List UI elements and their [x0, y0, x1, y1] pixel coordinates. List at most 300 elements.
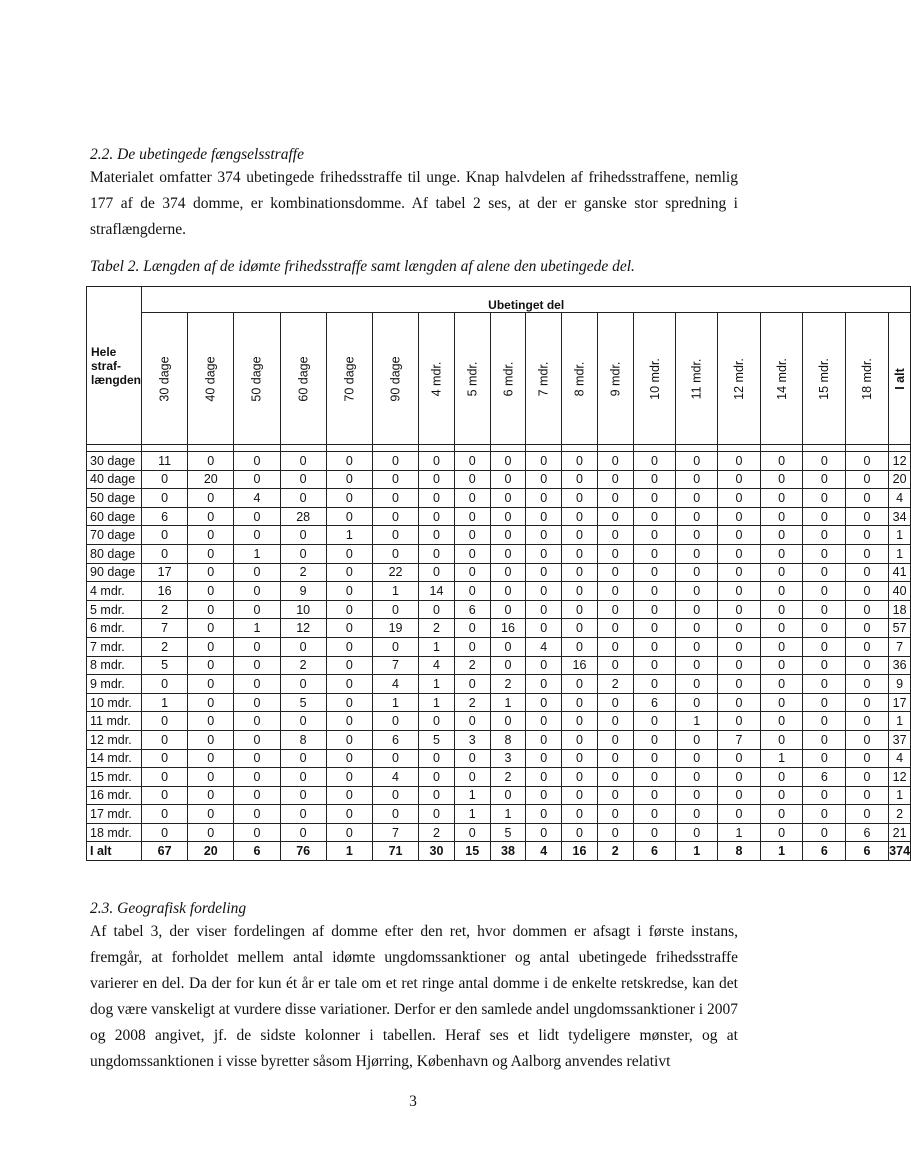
table-cell: 41 — [888, 563, 911, 582]
row-label: 8 mdr. — [87, 656, 142, 675]
table-cell: 0 — [597, 526, 633, 545]
table-cell: 20 — [888, 470, 911, 489]
table-cell: 0 — [562, 507, 598, 526]
table-cell: 0 — [597, 786, 633, 805]
table-cell: 0 — [676, 489, 718, 508]
table-cell: 12 — [280, 619, 326, 638]
table-cell: 0 — [676, 582, 718, 601]
table-cell: 0 — [846, 786, 889, 805]
table-row — [87, 805, 911, 824]
table-cell: 0 — [188, 563, 234, 582]
table-cell: 0 — [803, 619, 846, 638]
table-cell: 0 — [188, 730, 234, 749]
table-cell: 0 — [633, 637, 676, 656]
table-cell: 6 — [846, 842, 889, 861]
table-cell: 0 — [718, 582, 761, 601]
table-cell: 0 — [718, 600, 761, 619]
table-cell: 67 — [142, 842, 188, 861]
table-cell: 0 — [633, 619, 676, 638]
table-cell: 0 — [454, 544, 490, 563]
row-label: 17 mdr. — [87, 805, 142, 824]
table-cell: 6 — [803, 768, 846, 787]
table-cell: 0 — [454, 582, 490, 601]
table-cell: 0 — [597, 656, 633, 675]
table-cell: 7 — [718, 730, 761, 749]
table-cell: 2 — [142, 600, 188, 619]
table-cell: 0 — [372, 786, 418, 805]
table-cell: 0 — [760, 730, 803, 749]
table-cell: 0 — [526, 619, 562, 638]
table-cell: 0 — [142, 749, 188, 768]
table-cell: 0 — [562, 600, 598, 619]
table-cell: 8 — [718, 842, 761, 861]
table-cell: 0 — [562, 526, 598, 545]
table-cell: 0 — [803, 452, 846, 471]
table-cell: 1 — [419, 637, 455, 656]
table-cell: 0 — [676, 768, 718, 787]
table-cell: 0 — [526, 452, 562, 471]
table-cell: 22 — [372, 563, 418, 582]
table-cell: 7 — [372, 656, 418, 675]
table-cell: 4 — [888, 489, 911, 508]
table-cell: 0 — [280, 452, 326, 471]
table-cell: 1 — [490, 693, 526, 712]
table-cell: 0 — [280, 526, 326, 545]
table-cell: 1 — [888, 544, 911, 563]
table-cell: 2 — [490, 675, 526, 694]
table-cell: 0 — [454, 526, 490, 545]
table-cell: 0 — [234, 470, 280, 489]
table-cell: 0 — [326, 749, 372, 768]
table-cell: 4 — [526, 637, 562, 656]
table-cell: 0 — [526, 749, 562, 768]
table-cell: 0 — [760, 526, 803, 545]
table-cell: 0 — [454, 619, 490, 638]
table-cell: 1 — [234, 544, 280, 563]
table-cell: 0 — [490, 544, 526, 563]
table-cell: 0 — [803, 544, 846, 563]
table-cell: 0 — [526, 786, 562, 805]
table-cell: 0 — [597, 470, 633, 489]
column-header-label: 50 dage — [249, 355, 264, 402]
table-cell: 0 — [454, 452, 490, 471]
table-cell: 20 — [188, 842, 234, 861]
table-cell: 0 — [188, 768, 234, 787]
table-cell: 0 — [633, 526, 676, 545]
table-cell: 0 — [597, 730, 633, 749]
table-cell: 0 — [280, 768, 326, 787]
table-cell: 0 — [326, 712, 372, 731]
table-cell: 2 — [888, 805, 911, 824]
table-cell: 0 — [633, 452, 676, 471]
column-header-label: 5 mdr. — [465, 361, 480, 396]
table-cell: 0 — [372, 507, 418, 526]
table-cell: 28 — [280, 507, 326, 526]
table-cell: 0 — [760, 823, 803, 842]
table-cell: 0 — [234, 712, 280, 731]
table-cell: 0 — [372, 600, 418, 619]
table-cell: 0 — [718, 563, 761, 582]
table-cell: 0 — [372, 712, 418, 731]
table-cell: 2 — [597, 675, 633, 694]
table-row — [87, 693, 911, 712]
table-cell: 0 — [526, 823, 562, 842]
section-2-2-body: Materialet omfatter 374 ubetingede frihedsstraffe til unge. Knap halvdelen af frihedsstraffene, nemlig 177 af de 374 domme, er kombinationsdomme. Af tabel 2 ses, at der er ganske stor spredning i straflængderne. — [90, 169, 738, 238]
table-cell: 1 — [454, 805, 490, 824]
row-label: 90 dage — [87, 563, 142, 582]
table-cell: 12 — [888, 452, 911, 471]
table-cell: 0 — [280, 823, 326, 842]
row-label: 50 dage — [87, 489, 142, 508]
table-cell: 6 — [633, 842, 676, 861]
table-cell: 0 — [760, 656, 803, 675]
table-cell: 0 — [526, 544, 562, 563]
table-cell: 0 — [454, 507, 490, 526]
table-cell: 0 — [803, 712, 846, 731]
table-cell: 0 — [526, 693, 562, 712]
table-cell: 0 — [454, 637, 490, 656]
table-cell: 21 — [888, 823, 911, 842]
table-cell: 4 — [372, 675, 418, 694]
table-cell: 0 — [633, 489, 676, 508]
table-cell: 0 — [760, 693, 803, 712]
table-cell: 1 — [490, 805, 526, 824]
table-cell: 3 — [454, 730, 490, 749]
table-row — [87, 786, 911, 805]
column-header-label: 18 mdr. — [859, 357, 874, 400]
table-cell: 0 — [326, 823, 372, 842]
table-cell: 0 — [846, 563, 889, 582]
table-cell: 57 — [888, 619, 911, 638]
table-cell: 5 — [280, 693, 326, 712]
table-cell: 0 — [597, 805, 633, 824]
table-row — [87, 768, 911, 787]
column-header-70-dage — [326, 313, 372, 445]
table-cell: 0 — [326, 563, 372, 582]
table-cell: 0 — [372, 452, 418, 471]
table-cell: 6 — [633, 693, 676, 712]
table-cell: 0 — [803, 489, 846, 508]
row-label: 40 dage — [87, 470, 142, 489]
row-label: I alt — [87, 842, 142, 861]
table-cell: 0 — [372, 526, 418, 545]
table-cell: 0 — [562, 823, 598, 842]
table-cell: 0 — [490, 563, 526, 582]
table-cell: 0 — [562, 675, 598, 694]
table-cell: 0 — [633, 675, 676, 694]
table-cell: 16 — [142, 582, 188, 601]
table-cell: 0 — [280, 489, 326, 508]
table-cell: 0 — [326, 507, 372, 526]
table-cell: 0 — [419, 805, 455, 824]
table-cell: 0 — [188, 526, 234, 545]
table-cell: 0 — [846, 656, 889, 675]
table-cell: 0 — [597, 582, 633, 601]
table-cell: 0 — [280, 675, 326, 694]
table-cell: 0 — [846, 600, 889, 619]
row-label: 16 mdr. — [87, 786, 142, 805]
column-header-label: 6 mdr. — [501, 361, 515, 396]
table-cell: 0 — [490, 637, 526, 656]
table-cell: 0 — [803, 730, 846, 749]
row-label: 14 mdr. — [87, 749, 142, 768]
table-cell: 0 — [142, 544, 188, 563]
table-cell: 0 — [526, 526, 562, 545]
column-header-label: 12 mdr. — [731, 357, 746, 400]
table-cell: 0 — [142, 526, 188, 545]
row-header-label: Hele straf- længden — [91, 344, 141, 387]
table-cell: 0 — [490, 786, 526, 805]
table-cell: 0 — [803, 507, 846, 526]
table-cell: 4 — [419, 656, 455, 675]
table-cell: 17 — [142, 563, 188, 582]
table-cell: 0 — [846, 749, 889, 768]
table-cell: 0 — [633, 768, 676, 787]
table-cell: 0 — [597, 749, 633, 768]
table-cell: 0 — [454, 489, 490, 508]
table-cell: 0 — [846, 452, 889, 471]
table-cell: 0 — [803, 637, 846, 656]
table-cell: 0 — [526, 489, 562, 508]
table-cell: 0 — [142, 712, 188, 731]
table-cell: 0 — [280, 805, 326, 824]
table-row — [87, 600, 911, 619]
table-cell: 34 — [888, 507, 911, 526]
table-cell: 0 — [718, 637, 761, 656]
table-cell: 0 — [234, 600, 280, 619]
row-label: 30 dage — [87, 452, 142, 471]
table-cell: 0 — [718, 768, 761, 787]
table-cell: 0 — [676, 600, 718, 619]
table-cell: 0 — [676, 786, 718, 805]
table-cell: 0 — [676, 730, 718, 749]
table-cell: 0 — [188, 693, 234, 712]
table-cell: 0 — [234, 656, 280, 675]
column-header-label: 60 dage — [296, 355, 311, 402]
table-cell: 0 — [718, 805, 761, 824]
table-cell: 0 — [419, 712, 455, 731]
row-label: 6 mdr. — [87, 619, 142, 638]
table-cell: 0 — [372, 637, 418, 656]
table-cell: 16 — [490, 619, 526, 638]
column-header-i-alt — [888, 313, 911, 445]
table-cell: 0 — [676, 470, 718, 489]
table-cell: 0 — [846, 805, 889, 824]
table-cell: 2 — [597, 842, 633, 861]
table-cell: 76 — [280, 842, 326, 861]
table-row — [87, 619, 911, 638]
table-cell: 0 — [526, 768, 562, 787]
column-header-label: 7 mdr. — [536, 361, 551, 396]
table-cell: 0 — [803, 786, 846, 805]
table-cell: 0 — [803, 749, 846, 768]
table-cell: 0 — [803, 470, 846, 489]
table-2 — [86, 286, 911, 861]
table-cell: 11 — [142, 452, 188, 471]
table-cell: 0 — [846, 637, 889, 656]
table-cell: 0 — [597, 637, 633, 656]
table-cell: 374 — [888, 842, 911, 861]
table-cell: 0 — [597, 619, 633, 638]
table-cell: 0 — [326, 730, 372, 749]
table-row — [87, 675, 911, 694]
table-cell: 0 — [846, 675, 889, 694]
table-cell: 0 — [142, 786, 188, 805]
table-cell: 0 — [846, 730, 889, 749]
table-row — [87, 526, 911, 545]
table-cell: 0 — [633, 656, 676, 675]
table-cell: 0 — [633, 507, 676, 526]
table-cell: 0 — [454, 470, 490, 489]
table-cell: 6 — [803, 842, 846, 861]
row-label: 18 mdr. — [87, 823, 142, 842]
table-cell: 0 — [760, 786, 803, 805]
table-cell: 0 — [490, 656, 526, 675]
row-label: 10 mdr. — [87, 693, 142, 712]
table-cell: 0 — [188, 786, 234, 805]
table-cell: 1 — [676, 842, 718, 861]
table-cell: 0 — [372, 805, 418, 824]
table-cell: 0 — [676, 526, 718, 545]
table-cell: 0 — [760, 600, 803, 619]
row-label: 5 mdr. — [87, 600, 142, 619]
table-cell: 0 — [490, 470, 526, 489]
table-cell: 0 — [188, 582, 234, 601]
group-header-ubetinget-del: Ubetinget del — [142, 287, 911, 313]
table-cell: 0 — [760, 712, 803, 731]
row-label: 7 mdr. — [87, 637, 142, 656]
table-cell: 0 — [803, 526, 846, 545]
table-cell: 0 — [718, 693, 761, 712]
table-cell: 2 — [454, 693, 490, 712]
row-label: 12 mdr. — [87, 730, 142, 749]
table-cell: 0 — [526, 582, 562, 601]
table-cell: 0 — [454, 768, 490, 787]
section-2-3-title: 2.3. Geografisk fordeling — [90, 900, 247, 917]
table-cell: 0 — [562, 749, 598, 768]
page-number: 3 — [409, 1093, 417, 1110]
table-cell: 0 — [760, 452, 803, 471]
table-cell: 0 — [676, 823, 718, 842]
table-cell: 2 — [419, 619, 455, 638]
table-cell: 0 — [846, 582, 889, 601]
table-cell: 0 — [419, 489, 455, 508]
table-cell: 0 — [188, 656, 234, 675]
table-cell: 7 — [372, 823, 418, 842]
table-cell: 0 — [597, 489, 633, 508]
column-header-4-mdr — [419, 313, 455, 445]
table-cell: 2 — [490, 768, 526, 787]
table-cell: 0 — [142, 489, 188, 508]
table-2-caption: Tabel 2. Længden af de idømte frihedsstraffe samt længden af alene den ubetingede del. — [90, 258, 635, 275]
column-header-15-mdr — [803, 313, 846, 445]
table-cell: 20 — [188, 470, 234, 489]
table-cell: 0 — [234, 582, 280, 601]
table-cell: 0 — [633, 749, 676, 768]
table-cell: 0 — [142, 730, 188, 749]
column-header-label: I alt — [892, 367, 907, 390]
table-cell: 0 — [454, 675, 490, 694]
table-cell: 18 — [888, 600, 911, 619]
table-cell: 0 — [760, 544, 803, 563]
table-row — [87, 582, 911, 601]
table-cell: 0 — [718, 526, 761, 545]
table-cell: 0 — [490, 489, 526, 508]
table-cell: 0 — [597, 563, 633, 582]
table-cell: 1 — [372, 582, 418, 601]
column-header-5-mdr — [454, 313, 490, 445]
column-header-label: 4 mdr. — [429, 361, 444, 396]
table-cell: 0 — [562, 582, 598, 601]
table-cell: 0 — [562, 452, 598, 471]
table-cell: 4 — [526, 842, 562, 861]
table-cell: 0 — [760, 507, 803, 526]
table-cell: 5 — [490, 823, 526, 842]
table-cell: 5 — [142, 656, 188, 675]
table-cell: 0 — [846, 693, 889, 712]
table-cell: 0 — [372, 489, 418, 508]
table-cell: 0 — [419, 526, 455, 545]
table-cell: 19 — [372, 619, 418, 638]
table-cell: 0 — [490, 507, 526, 526]
row-label: 15 mdr. — [87, 768, 142, 787]
table-cell: 0 — [234, 563, 280, 582]
table-cell: 1 — [326, 842, 372, 861]
table-cell: 1 — [676, 712, 718, 731]
table-cell: 0 — [676, 693, 718, 712]
table-2-body — [87, 445, 911, 861]
table-cell: 0 — [597, 600, 633, 619]
table-cell: 0 — [760, 619, 803, 638]
table-cell: 7 — [142, 619, 188, 638]
table-cell: 0 — [280, 470, 326, 489]
table-cell: 0 — [142, 768, 188, 787]
table-cell: 0 — [846, 768, 889, 787]
table-cell: 0 — [142, 470, 188, 489]
table-cell: 0 — [803, 582, 846, 601]
section-2-2-title: 2.2. De ubetingede fængselsstraffe — [90, 146, 304, 163]
table-cell: 0 — [326, 786, 372, 805]
table-cell: 15 — [454, 842, 490, 861]
table-cell: 0 — [454, 563, 490, 582]
table-cell: 0 — [326, 452, 372, 471]
column-header-label: 9 mdr. — [608, 361, 623, 396]
table-cell: 0 — [633, 712, 676, 731]
column-header-label: 11 mdr. — [689, 358, 704, 399]
table-cell: 0 — [372, 544, 418, 563]
column-header-9-mdr — [597, 313, 633, 445]
table-cell: 10 — [280, 600, 326, 619]
table-cell: 0 — [419, 507, 455, 526]
table-cell: 0 — [234, 693, 280, 712]
table-cell: 0 — [280, 637, 326, 656]
row-label: 80 dage — [87, 544, 142, 563]
table-cell: 0 — [633, 730, 676, 749]
column-header-7-mdr — [526, 313, 562, 445]
table-cell: 0 — [526, 563, 562, 582]
table-cell: 0 — [760, 675, 803, 694]
table-cell: 0 — [718, 675, 761, 694]
table-cell: 0 — [234, 507, 280, 526]
table-cell: 0 — [326, 544, 372, 563]
table-cell: 0 — [188, 544, 234, 563]
column-header-label: 8 mdr. — [572, 361, 587, 396]
table-cell: 0 — [419, 544, 455, 563]
column-header-label: 15 mdr. — [817, 357, 832, 400]
table-cell: 0 — [846, 489, 889, 508]
table-cell: 0 — [326, 656, 372, 675]
table-cell: 0 — [633, 470, 676, 489]
